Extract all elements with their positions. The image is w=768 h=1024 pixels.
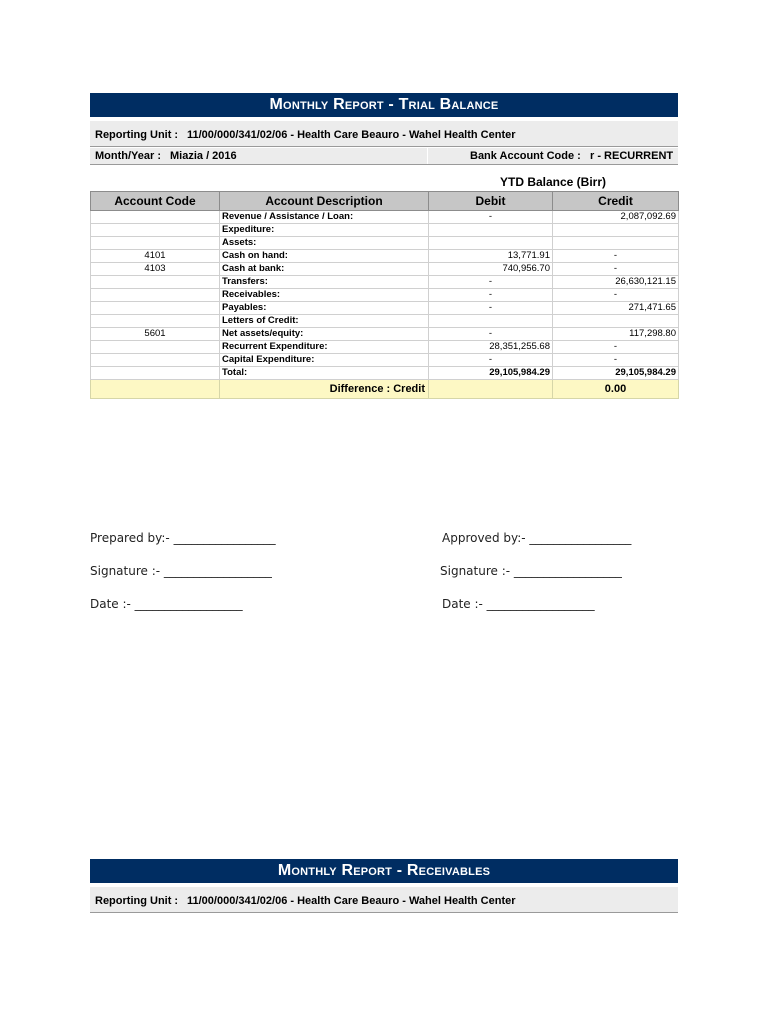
- date-left-line: Date :- __________________: [90, 597, 243, 611]
- account-description-cell: Receivables:: [220, 289, 429, 302]
- receivables-reporting-unit-bar: [90, 887, 678, 913]
- difference-debit-cell: [429, 380, 553, 399]
- account-description-cell: Payables:: [220, 302, 429, 315]
- difference-value: 0.00: [553, 380, 679, 399]
- difference-spacer: [91, 380, 220, 399]
- credit-cell: [553, 224, 679, 237]
- account-code-cell: [91, 237, 220, 250]
- account-description-cell: Transfers:: [220, 276, 429, 289]
- difference-row: [91, 380, 679, 399]
- bank-account-value: r - RECURRENT: [590, 150, 674, 162]
- reporting-unit-value: 11/00/000/341/02/06 - Health Care Beauro - Wahel Health Center: [187, 129, 516, 141]
- credit-total-cell: 29,105,984.29: [553, 367, 679, 380]
- trial-balance-table: [90, 191, 679, 399]
- account-code-cell: [91, 276, 220, 289]
- table-header-row: [91, 192, 679, 211]
- table-row: [91, 302, 679, 315]
- month-year-value: Miazia / 2016: [170, 150, 237, 162]
- reporting-unit-label: Reporting Unit :: [95, 895, 179, 907]
- account-description-cell: Net assets/equity:: [220, 328, 429, 341]
- account-code-cell: [91, 341, 220, 354]
- date-right-line: Date :- __________________: [442, 597, 595, 611]
- debit-cell: 740,956.70: [429, 263, 553, 276]
- credit-cell: -: [553, 289, 679, 302]
- credit-cell: 2,087,092.69: [553, 211, 679, 224]
- credit-cell: -: [553, 341, 679, 354]
- debit-cell: 13,771.91: [429, 250, 553, 263]
- credit-cell: 271,471.65: [553, 302, 679, 315]
- table-row: [91, 341, 679, 354]
- debit-cell: -: [429, 211, 553, 224]
- reporting-unit-value: 11/00/000/341/02/06 - Health Care Beauro - Wahel Health Center: [187, 895, 516, 907]
- credit-cell: 117,298.80: [553, 328, 679, 341]
- table-row: [91, 276, 679, 289]
- credit-cell: [553, 315, 679, 328]
- debit-cell: -: [429, 276, 553, 289]
- trial-balance-title: Monthly Report - Trial Balance: [90, 93, 678, 117]
- difference-label: Difference : Credit: [220, 380, 429, 399]
- account-description-cell: Assets:: [220, 237, 429, 250]
- account-description-cell: Capital Expenditure:: [220, 354, 429, 367]
- credit-cell: 26,630,121.15: [553, 276, 679, 289]
- account-description-cell: Recurrent Expenditure:: [220, 341, 429, 354]
- header-debit: Debit: [429, 192, 553, 211]
- credit-cell: -: [553, 354, 679, 367]
- header-credit: Credit: [553, 192, 679, 211]
- table-row: [91, 237, 679, 250]
- month-year-label: Month/Year :: [95, 150, 162, 162]
- debit-cell: -: [429, 354, 553, 367]
- account-code-cell: [91, 315, 220, 328]
- table-row: [91, 224, 679, 237]
- bar-divider: [427, 148, 428, 164]
- account-code-cell: 5601: [91, 328, 220, 341]
- table-row: [91, 354, 679, 367]
- account-code-cell: 4101: [91, 250, 220, 263]
- debit-cell: [429, 237, 553, 250]
- debit-total-cell: 29,105,984.29: [429, 367, 553, 380]
- account-code-cell: 4103: [91, 263, 220, 276]
- table-row-total: [91, 367, 679, 380]
- debit-cell: [429, 224, 553, 237]
- account-description-cell: Expediture:: [220, 224, 429, 237]
- ytd-balance-label: YTD Balance (Birr): [499, 175, 607, 189]
- table-row: [91, 328, 679, 341]
- account-code-cell: [91, 302, 220, 315]
- debit-cell: -: [429, 302, 553, 315]
- credit-cell: -: [553, 250, 679, 263]
- account-description-cell: Revenue / Assistance / Loan:: [220, 211, 429, 224]
- account-description-cell: Total:: [220, 367, 429, 380]
- account-code-cell: [91, 289, 220, 302]
- account-code-cell: [91, 224, 220, 237]
- account-description-cell: Cash on hand:: [220, 250, 429, 263]
- account-code-cell: [91, 354, 220, 367]
- header-account-code: Account Code: [91, 192, 220, 211]
- signature-left-line: Signature :- __________________: [90, 564, 272, 578]
- account-code-cell: [91, 367, 220, 380]
- receivables-title: Monthly Report - Receivables: [90, 859, 678, 883]
- credit-cell: [553, 237, 679, 250]
- table-row: [91, 250, 679, 263]
- table-row: [91, 315, 679, 328]
- reporting-unit-label: Reporting Unit :: [95, 129, 179, 141]
- table-row: [91, 211, 679, 224]
- debit-cell: [429, 315, 553, 328]
- bank-account-label: Bank Account Code :: [470, 150, 581, 162]
- reporting-unit-bar: [90, 121, 678, 147]
- account-description-cell: Cash at bank:: [220, 263, 429, 276]
- approved-by-line: Approved by:- _________________: [442, 531, 632, 545]
- table-row: [91, 289, 679, 302]
- header-account-description: Account Description: [220, 192, 429, 211]
- debit-cell: 28,351,255.68: [429, 341, 553, 354]
- credit-cell: -: [553, 263, 679, 276]
- table-row: [91, 263, 679, 276]
- debit-cell: -: [429, 289, 553, 302]
- signature-right-line: Signature :- __________________: [440, 564, 622, 578]
- account-description-cell: Letters of Credit:: [220, 315, 429, 328]
- debit-cell: -: [429, 328, 553, 341]
- month-bank-bar: [90, 148, 678, 165]
- prepared-by-line: Prepared by:- _________________: [90, 531, 276, 545]
- account-code-cell: [91, 211, 220, 224]
